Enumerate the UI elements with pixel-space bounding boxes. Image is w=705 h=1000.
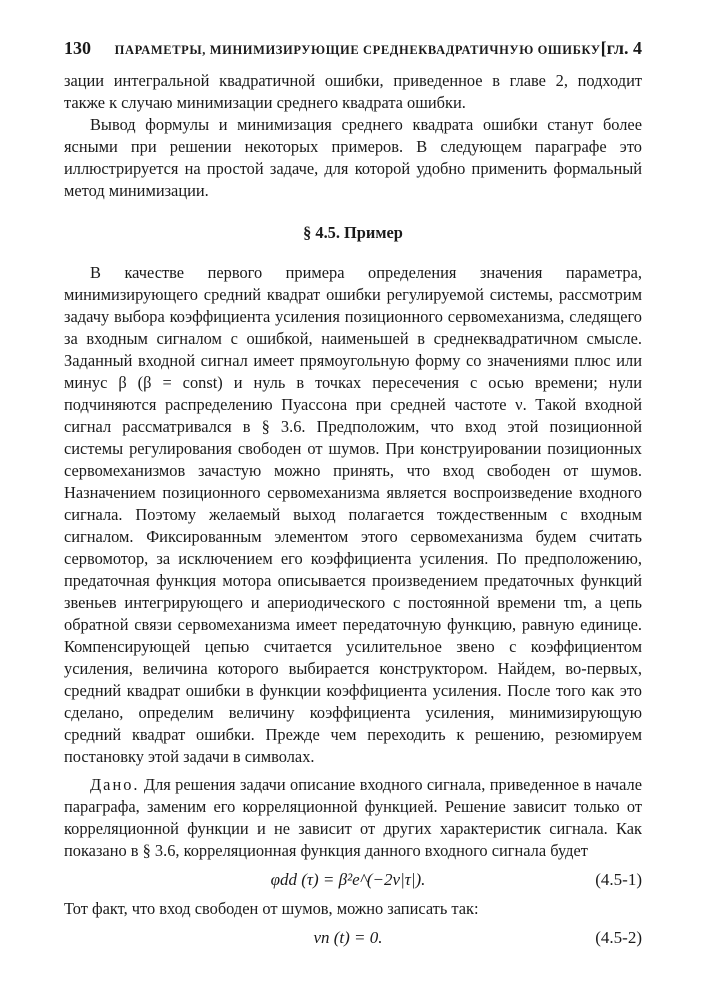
intro-paragraph-1: зации интегральной квадратичной ошибки, приведенное в главе 2, подходит также к случаю минимизации среднего квадрата ошибки.: [64, 71, 642, 112]
intro-paragraph-2: Вывод формулы и минимизация среднего квадрата ошибки станут более ясными при решении некоторых примеров. В следующем параграфе это иллюстрируется на простой задаче, для которой удобно применить формальный метод минимизации.: [64, 115, 642, 200]
main-text: [64, 70, 642, 956]
section-paragraph-2: [64, 774, 642, 862]
section-paragraph-1: В качестве первого примера определения значения параметра, минимизирующего средний квадрат ошибки регулируемой системы, рассмотрим задачу выбора коэффициента усиления позиционного сервомеханизма, следящего за входным сигналом с ошибкой, наименьшей в среднеквадратичном смысле. Заданный входной сигнал имеет прямоугольную форму со значениями плюс или минус β (β = const) и нуль в точках пересечения с осью времени; нули подчиняются распределению Пуассона при средней частоте ν. Такой входной сигнал рассматривался в § 3.6. Предположим, что вход этой позиционной системы регулирования свободен от шумов. При конструировании позиционных сервомеханизмов зачастую можно принять, что вход свободен от шумов. Назначением позиционного сервомеханизма является воспроизведение входного сигнала. Поэтому желаемый выход полагается тождественным с входным сигналом. Фиксированным элементом этого сервомеханизма будем считать сервомотор, за исключением его коэффициента усиления. По предположению, предаточная функция мотора описывается произведением предаточных функций звеньев интегрирующего и апериодического с постоянной времени τm, а цепь обратной связи сервомеханизма имеет передаточную функцию, равную единице. Компенсирующей цепью считается усилительное звено с коэффициентом усиления, величина которого выбирается конструктором. Найдем, во-первых, средний квадрат ошибки в функции коэффициента усиления. После того как это сделано, определим величину коэффициента усиления, минимизирующую средний квадрат ошибки. Прежде чем переходить к решению, резюмируем постановку этой задачи в символах.: [64, 263, 642, 766]
given-lead: Дано.: [90, 775, 140, 794]
equation-1-body: φdd (τ) = β²e^(−2ν|τ|).: [270, 870, 426, 889]
equation-1-number: (4.5-1): [595, 870, 642, 889]
equation-1: [64, 862, 642, 898]
equation-2: [64, 920, 642, 956]
section-paragraph-3: Тот факт, что вход свободен от шумов, можно записать так:: [64, 899, 479, 918]
section-heading: § 4.5. Пример: [303, 223, 403, 242]
given-text: Для решения задачи описание входного сигнала, приведенное в начале параграфа, заменим его корреляционной функцией. Решение зависит только от корреляционной функции и не зависит от других характеристик сигнала. Как показано в § 3.6, корреляционная функция данного входного сигнала будет: [64, 775, 642, 860]
running-title: ПАРАМЕТРЫ, МИНИМИЗИРУЮЩИЕ СРЕДНЕКВАДРАТИЧНУЮ ОШИБКУ: [114, 43, 601, 57]
page-number: 130: [64, 38, 91, 58]
equation-2-body: vn (t) = 0.: [313, 928, 383, 947]
equation-2-number: (4.5-2): [595, 928, 642, 947]
running-header: [64, 38, 642, 59]
chapter-ref: [гл. 4: [600, 38, 642, 58]
